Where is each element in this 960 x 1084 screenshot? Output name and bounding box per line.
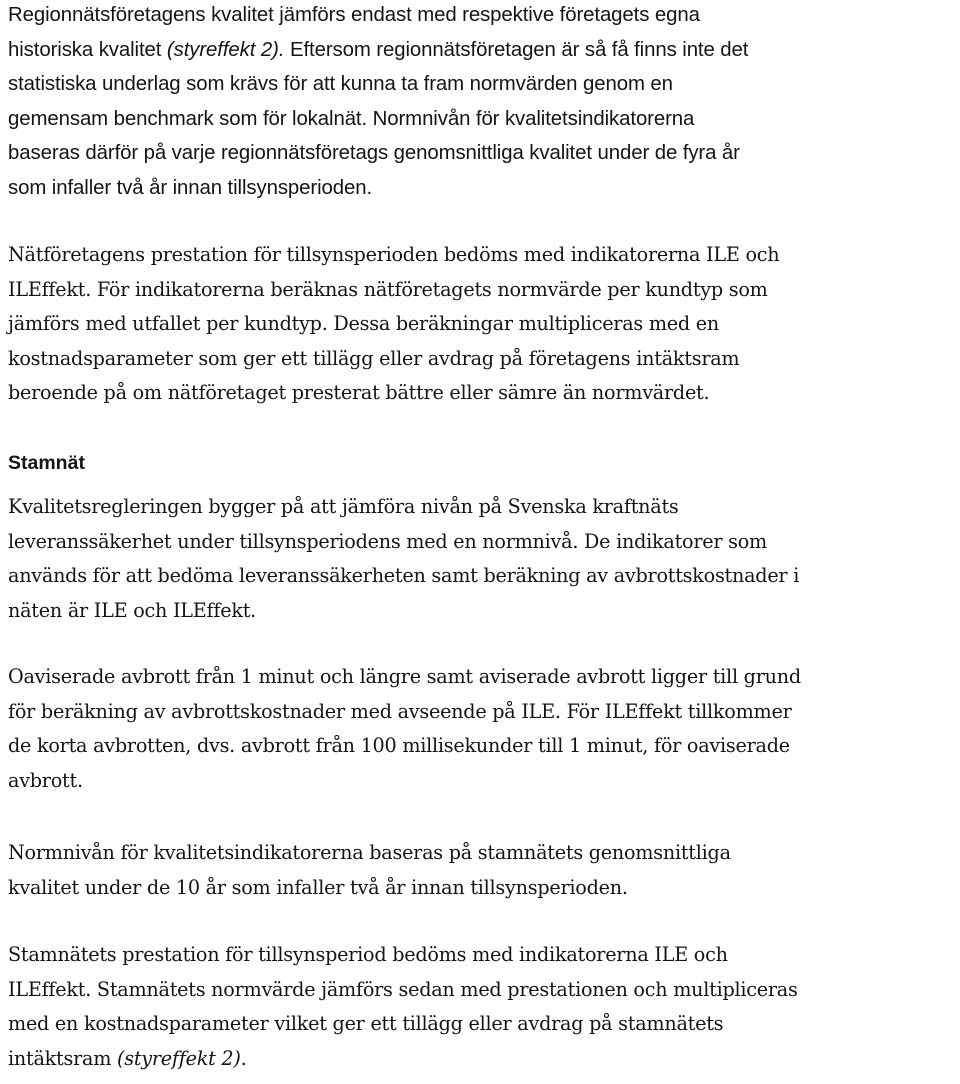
italic-reference: (styreffekt 2). bbox=[166, 38, 285, 61]
text-line: leveranssäkerhet under tillsynsperiodens med en normnivå. De indikatorer som bbox=[8, 529, 768, 553]
section-heading-stamnat: Stamnät bbox=[8, 452, 85, 474]
text-line: ILEffekt. Stamnätets normvärde jämförs sedan med prestationen och multipliceras bbox=[8, 977, 798, 1001]
text-line: avbrott. bbox=[8, 768, 83, 792]
text-segment: intäktsram bbox=[8, 1046, 117, 1070]
text-line: de korta avbrotten, dvs. avbrott från 100 millisekunder till 1 minut, för oaviserade bbox=[8, 734, 790, 758]
text-line: baseras därför på varje regionnätsföretags genomsnittliga kvalitet under de fyra år bbox=[8, 142, 740, 165]
text-line: kvalitet under de 10 år som infaller två år innan tillsynsperioden. bbox=[8, 875, 628, 899]
text-line: för beräkning av avbrottskostnader med avseende på ILE. För ILEffekt tillkommer bbox=[8, 699, 792, 723]
text-line bbox=[8, 1042, 798, 1077]
text-line bbox=[8, 102, 748, 137]
text-segment: jämförs med utfallet per kundtyp. bbox=[8, 312, 328, 336]
paragraph-quality-regulation bbox=[8, 490, 799, 628]
text-line: ILEffekt. För indikatorerna beräknas nätföretagets normvärde per kundtyp som bbox=[8, 277, 768, 301]
text-line bbox=[8, 307, 779, 342]
text-line: Stamnätets prestation för tillsynsperiod bedöms med indikatorerna ILE och bbox=[8, 943, 728, 966]
text-line: används för att bedöma leveranssäkerheten samt beräkning av avbrottskostnader i bbox=[8, 564, 800, 588]
text-line: Kvalitetsregleringen bygger på att jämföra nivån på Svenska kraftnäts bbox=[8, 495, 679, 518]
text-segment: Dessa beräkningar multipliceras med en bbox=[327, 312, 719, 336]
text-line: statistiska underlag som krävs för att kunna ta fram normvärden genom en bbox=[8, 73, 673, 96]
text-segment: gemensam benchmark som för lokalnät. bbox=[8, 107, 368, 130]
text-line: Oaviserade avbrott från 1 minut och längre samt aviserade avbrott ligger till grund bbox=[8, 665, 801, 688]
text-line: som infaller två år innan tillsynsperioden. bbox=[8, 176, 373, 199]
italic-reference: (styreffekt 2) bbox=[116, 1046, 241, 1070]
paragraph-grid-performance bbox=[8, 938, 798, 1076]
paragraph-norm-level bbox=[8, 836, 731, 905]
text-line: Normnivån för kvalitetsindikatorerna baseras på stamnätets genomsnittliga bbox=[8, 841, 731, 864]
text-segment: historiska kvalitet bbox=[8, 38, 167, 61]
paragraph-network-performance bbox=[8, 238, 779, 411]
text-segment: Normnivån för kvalitetsindikatorerna bbox=[367, 107, 695, 130]
text-line: Nätföretagens prestation för tillsynsperioden bedöms med indikatorerna ILE och bbox=[8, 243, 780, 266]
text-line: med en kostnadsparameter vilket ger ett tillägg eller avdrag på stamnätets bbox=[8, 1012, 724, 1036]
paragraph-outages bbox=[8, 660, 801, 798]
text-line bbox=[8, 33, 748, 68]
text-line: kostnadsparameter som ger ett tillägg eller avdrag på företagens intäktsram bbox=[8, 346, 740, 370]
text-segment: Eftersom regionnätsföretagen är så få finns inte det bbox=[284, 38, 749, 61]
text-line: beroende på om nätföretaget presterat bättre eller sämre än normvärdet. bbox=[8, 381, 710, 405]
paragraph-regional-networks bbox=[8, 0, 748, 206]
text-segment: . bbox=[240, 1046, 247, 1070]
text-line: Regionnätsföretagens kvalitet jämförs endast med respektive företagets egna bbox=[8, 4, 700, 26]
text-line: näten är ILE och ILEffekt. bbox=[8, 598, 257, 622]
